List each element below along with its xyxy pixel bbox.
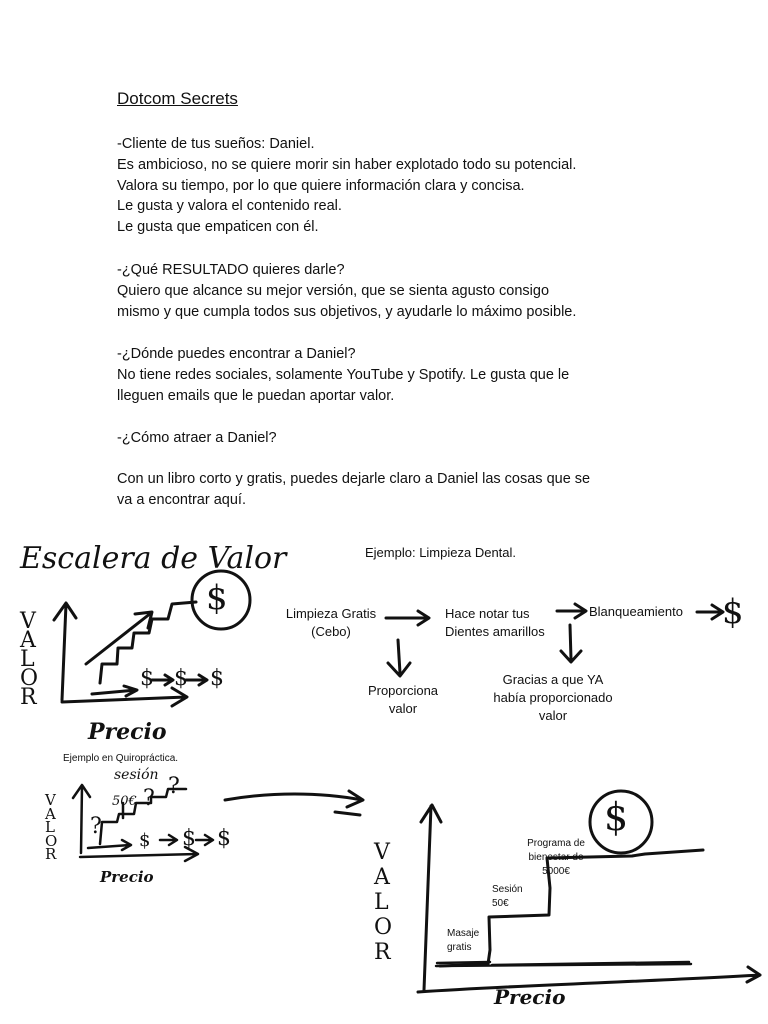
step-yellow-teeth bbox=[445, 605, 545, 641]
axis-letter: R bbox=[20, 685, 37, 710]
axis-letter: V bbox=[374, 840, 390, 865]
step-wellness-program bbox=[516, 837, 596, 879]
rising-arrow bbox=[86, 612, 152, 664]
step-free-massage bbox=[447, 927, 479, 955]
step-session bbox=[492, 883, 523, 911]
step-line: gratis bbox=[447, 942, 472, 953]
arrow-right-2 bbox=[557, 604, 586, 618]
axis-letter: O bbox=[374, 915, 393, 940]
axis-letter: L bbox=[374, 890, 389, 915]
axis-letter: O bbox=[45, 831, 58, 850]
question-mark: ? bbox=[168, 774, 180, 799]
text-line: Le gusta que empaticen con él. bbox=[117, 219, 319, 236]
axis-letter: A bbox=[374, 865, 390, 890]
step-line: Programa de bbox=[527, 838, 585, 849]
text-line: No tiene redes sociales, solamente YouTube y Spotify. Le gusta que le bbox=[117, 366, 570, 383]
value-ladder-title: Escalera de Valor bbox=[20, 541, 287, 576]
chain-dollar: $ bbox=[217, 826, 231, 851]
note-line: Proporciona bbox=[367, 683, 439, 698]
y-axis-line bbox=[54, 603, 76, 700]
chiro-x-axis-label: Precio bbox=[100, 868, 154, 886]
dollar-sign: $ bbox=[206, 578, 228, 618]
text-line: -¿Dónde puedes encontrar a Daniel? bbox=[117, 346, 356, 362]
chiro-example-title: Ejemplo en Quiropráctica. bbox=[63, 753, 179, 764]
dental-example-title: Ejemplo: Limpieza Dental. bbox=[365, 545, 517, 560]
axis-letter: A bbox=[45, 804, 56, 823]
note-line: valor bbox=[388, 701, 418, 716]
chain-arrow-2 bbox=[186, 675, 207, 685]
chiro-y-axis-label bbox=[45, 791, 58, 863]
text-line: -¿Qué RESULTADO quieres darle? bbox=[117, 262, 345, 278]
question-mark: ? bbox=[143, 786, 155, 811]
text-line: Con un libro corto y gratis, puedes dejarle claro a Daniel las cosas que se bbox=[117, 471, 591, 487]
axis-letter: V bbox=[20, 609, 36, 634]
detailed-ladder-sketch bbox=[418, 791, 760, 992]
chain-dollar: $ bbox=[174, 666, 188, 691]
step-line: Masaje bbox=[447, 928, 480, 939]
already-provided-note bbox=[478, 671, 628, 725]
arrow-right-3 bbox=[697, 605, 723, 619]
chain-dollar: $ bbox=[210, 666, 224, 691]
chain-dollar: $ bbox=[182, 826, 196, 851]
sketch3-dollar-sign: $ bbox=[604, 795, 629, 839]
step-free-cleaning bbox=[276, 605, 386, 641]
step-line: Dientes amarillos bbox=[445, 624, 545, 639]
y-axis-line bbox=[73, 785, 90, 853]
chain-arrow-1 bbox=[160, 835, 177, 845]
text-line: Le gusta y valora el contenido real. bbox=[117, 198, 342, 215]
text-line: Quiero que alcance su mejor versión, que se sienta agusto consigo bbox=[117, 282, 550, 299]
text-line: -Cliente de tus sueños: Daniel. bbox=[117, 136, 315, 152]
text-line: mismo y que cumpla todos sus objetivos, y ayudarle lo máximo posible. bbox=[117, 303, 577, 320]
question-mark: ? bbox=[90, 814, 102, 839]
sketch3-x-axis-label: Precio bbox=[494, 985, 566, 1009]
chain-dollar: $ bbox=[139, 830, 151, 851]
chain-dollar: $ bbox=[140, 666, 154, 691]
axis-letter: L bbox=[20, 647, 35, 672]
note-line: había proporcionado bbox=[493, 690, 613, 705]
axis-letter: R bbox=[374, 940, 391, 965]
axis-letter: R bbox=[45, 845, 57, 863]
dash-line bbox=[92, 686, 137, 696]
step-line: Sesión bbox=[492, 884, 523, 895]
step-line: 5000€ bbox=[542, 866, 570, 877]
axis-letter: A bbox=[20, 628, 36, 653]
chain-arrow-1 bbox=[152, 675, 173, 685]
text-line: -¿Cómo atraer a Daniel? bbox=[117, 430, 277, 446]
provides-value-note bbox=[350, 682, 456, 718]
axis-letter: V bbox=[45, 791, 56, 809]
chiro-note-session: sesión bbox=[114, 767, 159, 783]
sketch3-y-axis-label bbox=[374, 840, 392, 965]
step-line: bienestar de bbox=[528, 852, 584, 863]
chain-line bbox=[88, 840, 131, 850]
arrow-down-1 bbox=[388, 640, 410, 676]
step-whitening: Blanqueamiento bbox=[589, 604, 683, 619]
y-axis-label-vertical bbox=[20, 609, 39, 710]
axis-letter: O bbox=[20, 666, 39, 691]
note-line: Gracias a que YA bbox=[502, 672, 604, 687]
step-line: Limpieza Gratis bbox=[285, 606, 377, 621]
dental-dollar-sign: $ bbox=[722, 592, 744, 632]
connector-arrow bbox=[225, 791, 363, 815]
document-title: Dotcom Secrets bbox=[117, 89, 238, 108]
chain-arrow-2 bbox=[196, 835, 213, 845]
step-line: 50€ bbox=[492, 898, 509, 909]
arrow-down-2 bbox=[561, 625, 581, 662]
text-line: Valora su tiempo, por lo que quiere información clara y concisa. bbox=[117, 177, 525, 194]
arrow-right-1 bbox=[386, 611, 429, 625]
step-line: (Cebo) bbox=[311, 624, 351, 639]
x-axis-label: Precio bbox=[88, 719, 167, 745]
chiro-note-price: 50€ bbox=[112, 794, 137, 809]
axis-letter: L bbox=[45, 818, 55, 836]
step-line: Hace notar tus bbox=[445, 606, 530, 621]
text-line: lleguen emails que le puedan aportar valor. bbox=[117, 387, 395, 404]
x-axis-line bbox=[418, 967, 760, 992]
text-line: va a encontrar aquí. bbox=[117, 491, 246, 508]
text-line: Es ambicioso, no se quiere morir sin haber explotado todo su potencial. bbox=[117, 156, 577, 173]
note-line: valor bbox=[538, 708, 568, 723]
